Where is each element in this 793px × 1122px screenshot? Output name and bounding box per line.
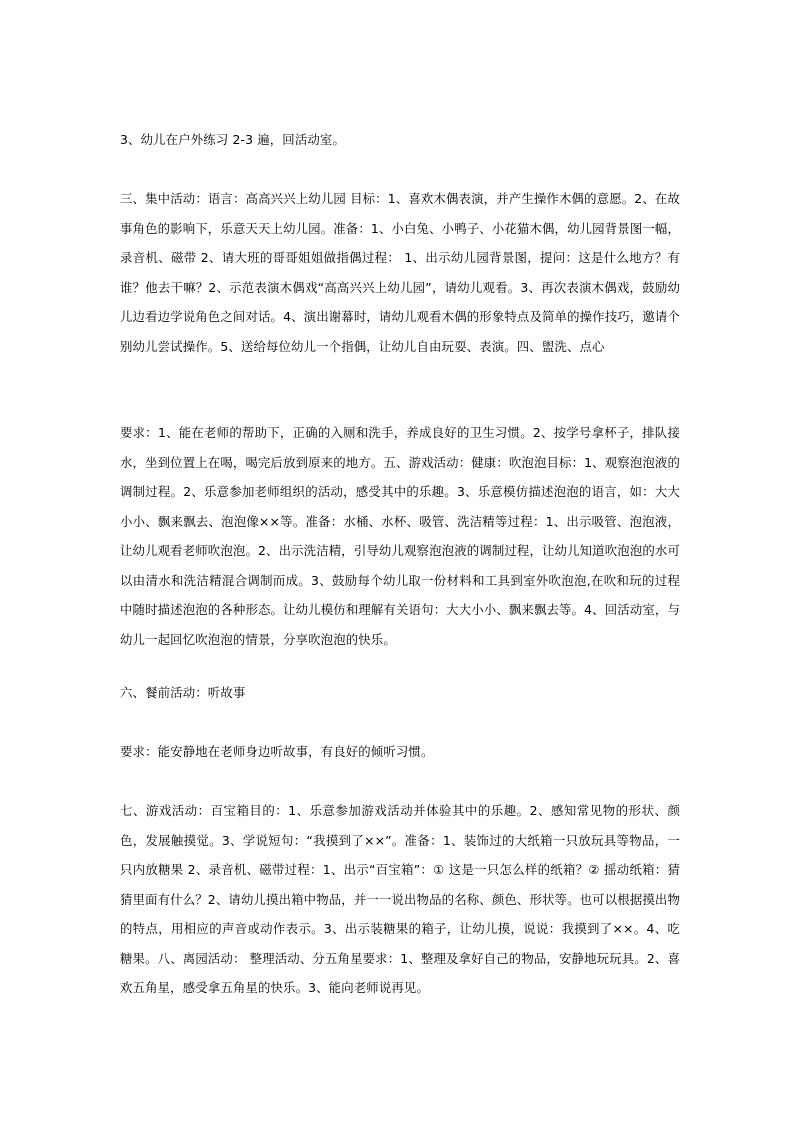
paragraph-story-time-requirement: 要求：能安静地在老师身边听故事，有良好的倾听习惯。 xyxy=(120,744,434,759)
paragraph-language-activity: 三、集中活动：语言：高高兴兴上幼儿园 目标：1、喜欢木偶表演，并产生操作木偶的意愿。2、在故事角色的影响下，乐意天天上幼儿园。准备：1、小白兔、小鸭子、小花猫木偶，幼儿园背景图一幅，录音机、磁带 2、请大班的哥哥姐姐做指偶过程： 1、出示幼儿园背景图，提问：这是什么地方？有谁？他去干嘛？2、示范表演木偶戏“高高兴兴上幼儿园”，请幼儿观看。3、再次表演木偶戏，鼓励幼儿边看边学说角色之间对话。4、演出谢幕时，请幼儿观看木偶的形象特点及简单的操作技巧，邀请个别幼儿尝试操作。5、送给每位幼儿一个指偶，让幼儿自由玩耍、表演。四、盥洗、点心 xyxy=(120,191,680,354)
paragraph-outdoor-practice: 3、幼儿在户外练习 2-3 遍，回活动室。 xyxy=(120,132,346,147)
paragraph-treasure-box-game: 七、游戏活动：百宝箱目的：1、乐意参加游戏活动并体验其中的乐趣。2、感知常见物的形状、颜色，发展触摸觉。3、学说短句：“我摸到了××”。准备：1、装饰过的大纸箱一只放玩具等物品，一只内放糖果 2、录音机、磁带过程：1、出示“百宝箱”：① 这是一只怎么样的纸箱？② 摇动纸箱：猜猜里面有什么？2、请幼儿摸出箱中物品，并一一说出物品的名称、颜色、形状等。也可以根据摸出物的特点，用相应的声音或动作表示。3、出示装糖果的箱子，让幼儿摸，说说：我摸到了××。4、吃糖果。八、离园活动： 整理活动、分五角星要求：1、整理及拿好自己的物品，安静地玩玩具。2、喜欢五角星，感受拿五角星的快乐。3、能向老师说再见。 xyxy=(120,803,680,995)
paragraph-story-time-heading: 六、餐前活动：听故事 xyxy=(120,685,246,700)
paragraph-hygiene-and-bubble-game: 要求：1、能在老师的帮助下，正确的入厕和洗手，养成良好的卫生习惯。2、按学号拿杯子，排队接水，坐到位置上在喝，喝完后放到原来的地方。五、游戏活动：健康：吹泡泡目标：1、观察泡泡液的调制过程。2、乐意参加老师组织的活动，感受其中的乐趣。3、乐意模仿描述泡泡的语言，如：大大小小、飘来飘去、泡泡像××等。准备：水桶、水杯、吸管、洗洁精等过程：1、出示吸管、泡泡液，让幼儿观看老师吹泡泡。2、出示洗洁精，引导幼儿观察泡泡液的调制过程，让幼儿知道吹泡泡的水可以由清水和洗洁精混合调制而成。3、鼓励每个幼儿取一份材料和工具到室外吹泡泡,在吹和玩的过程中随时描述泡泡的各种形态。让幼儿模仿和理解有关语句：大大小小、飘来飘去等。4、回活动室，与幼儿一起回忆吹泡泡的情景，分享吹泡泡的快乐。 xyxy=(120,425,681,647)
